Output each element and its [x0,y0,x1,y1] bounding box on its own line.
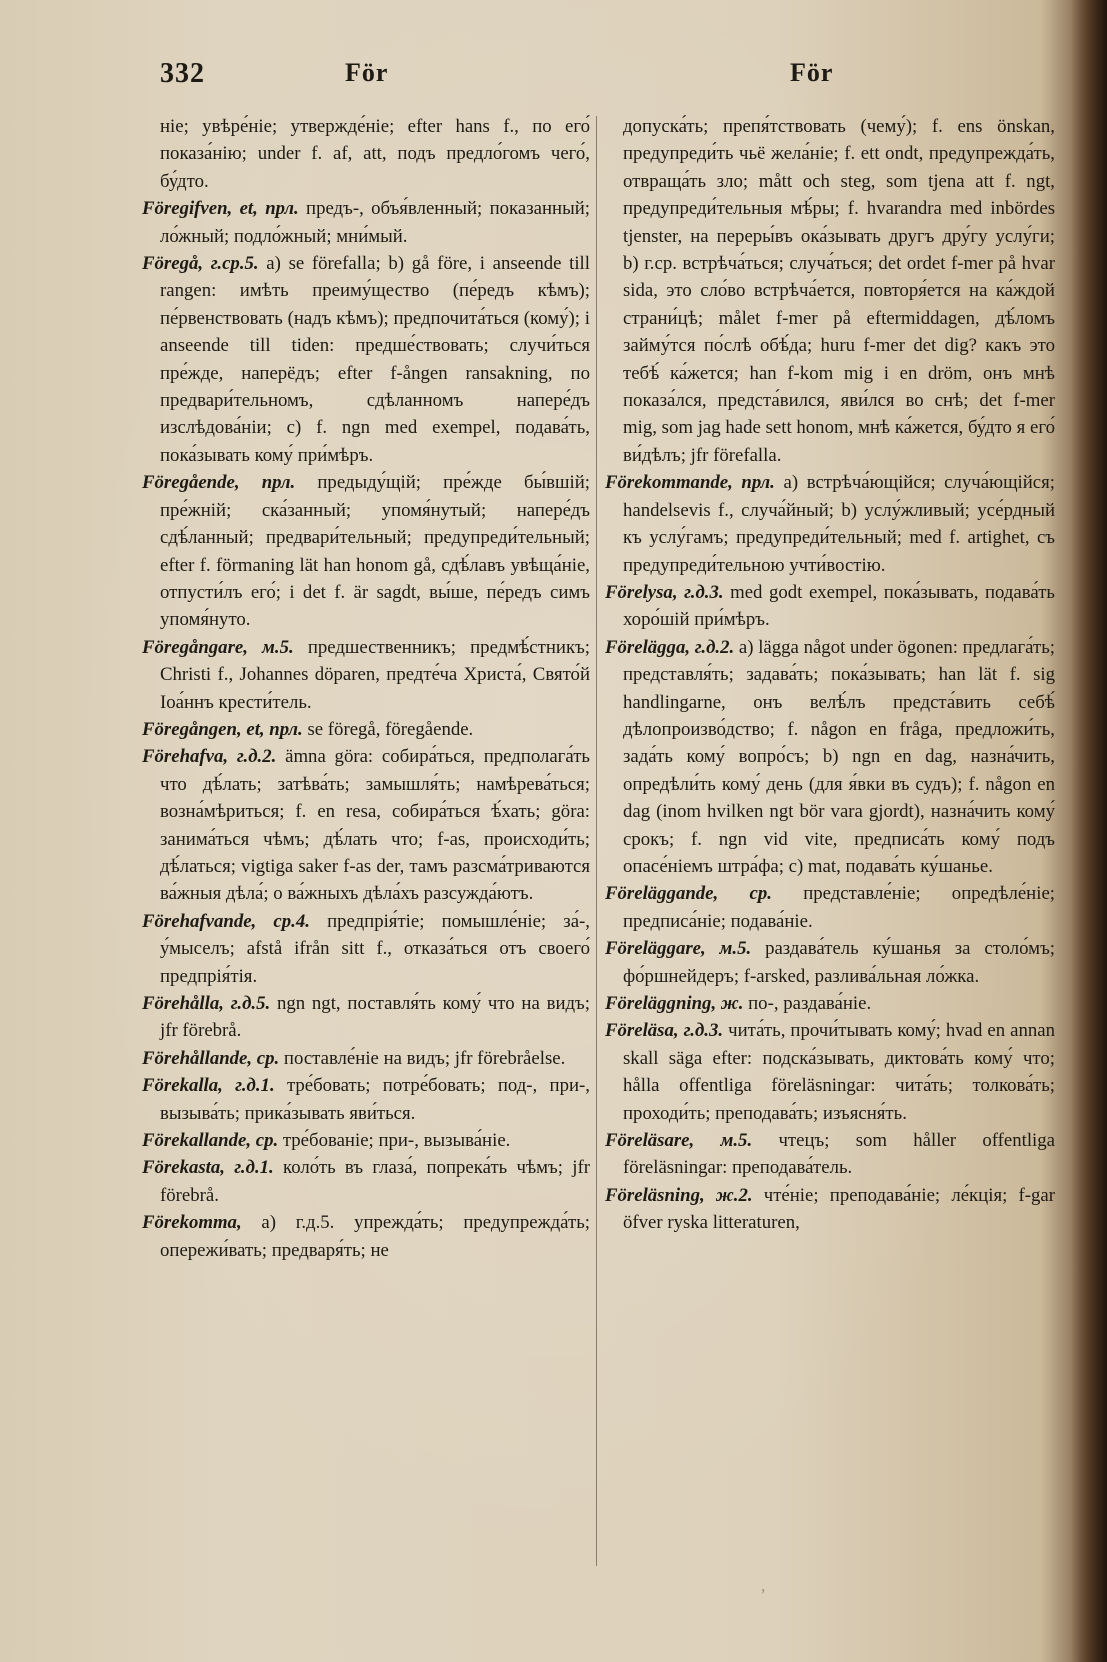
entry-headword: Föregifven, et, прл. [142,198,299,220]
entry-headword: Förehållande, ср. [142,1047,280,1069]
entry-headword: Förekommande, прл. [605,472,775,494]
page-mark: ʼ [760,1585,766,1605]
left-column-continuation: ніе; увѣре́ніе; утвержде́ніе; efter hans f., по его́ показа́нію; under f. af, att, подъ предло́гомъ чего́, бу́дто. [160,116,590,192]
page-edge-shadow [1071,0,1107,1662]
entry-headword: Förehafva, г.д.2. [142,746,277,768]
entry-definition: поставле́ніе на видъ; jfr förebråelse. [283,1047,566,1069]
entry-headword: Förehafvande, ср.4. [142,910,310,932]
dictionary-entry [142,1127,590,1154]
running-head-right: För [790,58,834,87]
entry-definition: коло́ть въ глаза́, попрека́ть чѣмъ; jfr förebrå. [160,1157,590,1206]
entry-definition: ngn ngt, поставля́ть кому́ что на видъ; jfr förebrå. [160,993,590,1042]
entry-definition: раздава́тель ку́шанья за столо́мъ; фо́ршнейдеръ; f-arsked, разлива́льная ло́жка. [623,938,1056,987]
entry-headword: Föreläsa, г.д.3. [605,1020,724,1042]
running-head-left: För [345,58,389,87]
entry-headword: Föreläggare, м.5. [605,938,752,960]
dictionary-entry [605,1182,1055,1237]
dictionary-entry [142,743,590,907]
entry-definition: а) встрѣча́ющійся; случа́ющійся; handelsevis f., случа́йный; b) услу́жливый; усе́рдный къ услу́гамъ; предупреди́тельный; med f. artighet, съ предупреди́тельною учти́востію. [623,472,1055,576]
entry-definition: а) lägga något under ögonen: предлага́ть; представля́ть; задава́ть; пока́зывать; han lät f. sig handlingarne, онъ велѣ́лъ предста́вить себѣ́ дѣлопроизво́дство; f. någon en fråga, предложи́ть, зада́ть кому́ вопро́съ; b) ngn en dag, назна́чить, опредѣли́ть кому́ день (для я́вки въ судъ); f. någon en dag (inom hvilken ngt bör vara gjordt), назна́чить кому́ срокъ; f. ngn vid vite, предписа́ть кому́ подъ опасе́ніемъ штра́фа; c) mat, подава́ть ку́шанье. [623,636,1055,877]
entry-definition: тре́бовать; потре́бовать; под-, при-, вызыва́ть; прика́зывать яви́ться. [160,1075,590,1124]
entry-headword: Förehålla, г.д.5. [142,993,271,1014]
dictionary-entry [605,935,1055,990]
entry-headword: Föreläggande, ср. [605,883,772,905]
entry-headword: Föreläggning, ж. [605,993,744,1014]
entry-definition: по-, раздава́ніе. [748,993,872,1014]
entry-headword: Föreläsning, ж.2. [605,1184,753,1206]
column-divider [596,116,597,1566]
dictionary-entry [142,195,590,250]
entry-headword: Föregångare, м.5. [142,636,294,658]
entry-definition: чтецъ; som håller offentliga föreläsningar: преподава́тель. [623,1130,1055,1179]
dictionary-entry [142,990,590,1045]
entry-definition: предпрія́тіе; помышле́ніе; за́-, у́мыселъ; afstå ifrån sitt f., отказа́ться отъ своего́ предпрія́тія. [160,910,591,987]
entry-headword: Förekalla, г.д.1. [142,1075,275,1097]
entry-headword: Föregången, et, прл. [142,718,303,740]
dictionary-entry [605,469,1055,579]
entry-headword: Föreläsare, м.5. [605,1130,753,1152]
dictionary-entry [142,908,590,990]
dictionary-entry [142,1045,590,1072]
entry-headword: Förelysa, г.д.3. [605,581,724,603]
entry-definition: чита́ть, прочи́тывать кому́; hvad en annan skall säga efter: подска́зывать, диктова́ть кому́ что; hålla offentliga föreläsningar: чита́ть; толкова́ть; проходи́ть; преподава́ть; изъясня́ть. [623,1020,1056,1124]
dictionary-entry [142,634,590,716]
dictionary-entry [142,1209,590,1264]
entry-definition: se föregå, föregående. [307,718,474,740]
left-column [142,113,590,1573]
entry-definition: предшественникъ; предмѣ́стникъ; Christi f., Johannes döparen, предте́ча Христа́, Свято́й Іоа́ннъ крести́тель. [160,636,590,713]
entry-headword: Förekomma, [142,1212,242,1234]
entry-headword: Föregående, прл. [142,472,296,494]
entry-definition: предъ-, объя́вленный; показанный; ло́жный; подло́жный; мни́мый. [160,198,590,247]
entry-definition: med godt exempel, пока́зывать, подава́ть хоро́шій при́мѣръ. [623,581,1055,631]
right-column [605,113,1055,1573]
dictionary-entry [605,1127,1055,1182]
entry-definition: чте́ніе; преподава́ніе; ле́кція; f-gar öfver ryska litteraturen, [623,1184,1055,1234]
dictionary-entry [605,880,1055,935]
entry-headword: Förekallande, ср. [142,1130,279,1152]
entry-definition: тре́бованіе; при-, вызыва́ніе. [282,1130,511,1152]
dictionary-entry [605,990,1055,1017]
dictionary-entry [142,469,590,633]
page-number: 332 [160,58,205,89]
entry-definition: предыду́щій; пре́жде бы́вшій; пре́жній; ска́занный; упомя́нутый; напере́дъ сдѣ́ланный; предвари́тельный; предупреди́тельный; efter f. förmaning lät han honom gå, сдѣ́лавъ увѣща́ніе, отпусти́лъ его́; i det f. är sagdt, вы́ше, пе́редъ симъ упомя́нуто. [160,472,590,631]
dictionary-entry [142,716,590,743]
page-header [160,58,834,98]
dictionary-entry [605,579,1055,634]
dictionary-entry [142,1154,590,1209]
dictionary-entry [142,250,590,469]
dictionary-entry [605,634,1055,881]
entry-headword: Föregå, г.ср.5. [142,253,259,275]
entry-definition: а) se förefalla; b) gå före, i anseende till rangen: имѣть преиму́щество (пе́редъ кѣмъ); пе́рвенствовать (надъ кѣмъ); предпочита́ться (кому́); i anseende till tiden: предше́ствовать; случи́ться пре́жде, наперёдъ; efter f-ången ransakning, по предвари́тельномъ, сдѣланномъ напере́дъ изслѣдова́ніи; c) f. ngn med exempel, подава́ть, пока́зывать кому́ при́мѣръ. [160,253,590,466]
dictionary-entry [142,1072,590,1127]
right-column-continuation: допуска́ть; препя́тствовать (чему́); f. ens önskan, предупреди́ть чьё жела́ніе; f. ett ondt, предупрежда́ть, отвраща́ть зло; mått och steg, som tjena att f. ngt, предупреди́тельныя мѣ́ры; f. hvarandra med inbördes tjenster, на переры́въ ока́зывать другъ дру́гу услу́ги; b) г.ср. встрѣча́ться; случа́ться; det ordet f-mer på hvar sida, это сло́во встрѣча́ется, повторя́ется на ка́ждой страни́цѣ; målet f-mer på eftermiddagen, дѣ́ломъ займу́тся по́слѣ обѣ́да; huru f-mer det dig? какъ это тебѣ́ ка́жется; han f-kom mig i en dröm, онъ мнѣ показа́лся, предста́вился, яви́лся во снѣ; det f-mer mig, som jag hade sett honom, мнѣ ка́жется, бу́дто я его́ ви́дѣлъ; jfr förefalla. [623,116,1055,466]
entry-definition: ämna göra: собира́ться, предполага́ть что дѣ́лать; затѣва́ть; замышля́ть; намѣрева́ться; возна́мѣриться; f. en resa, собира́ться ѣ́хать; göra: занима́ться чѣмъ; дѣ́лать что; f-as, происходи́ть; дѣ́латься; vigtiga saker f-as der, тамъ разсма́триваются ва́жныя дѣла́; о ва́жныхъ дѣла́хъ разсужда́ютъ. [160,746,591,905]
entry-definition: представле́ніе; опредѣле́ніе; предписа́ніе; подава́ніе. [623,883,1056,932]
dictionary-entry [605,1017,1055,1127]
entry-definition: а) г.д.5. упрежда́ть; предупрежда́ть; опережи́вать; предваря́ть; не [160,1212,590,1261]
entry-headword: Förelägga, г.д.2. [605,636,735,658]
entry-headword: Förekasta, г.д.1. [142,1157,274,1179]
